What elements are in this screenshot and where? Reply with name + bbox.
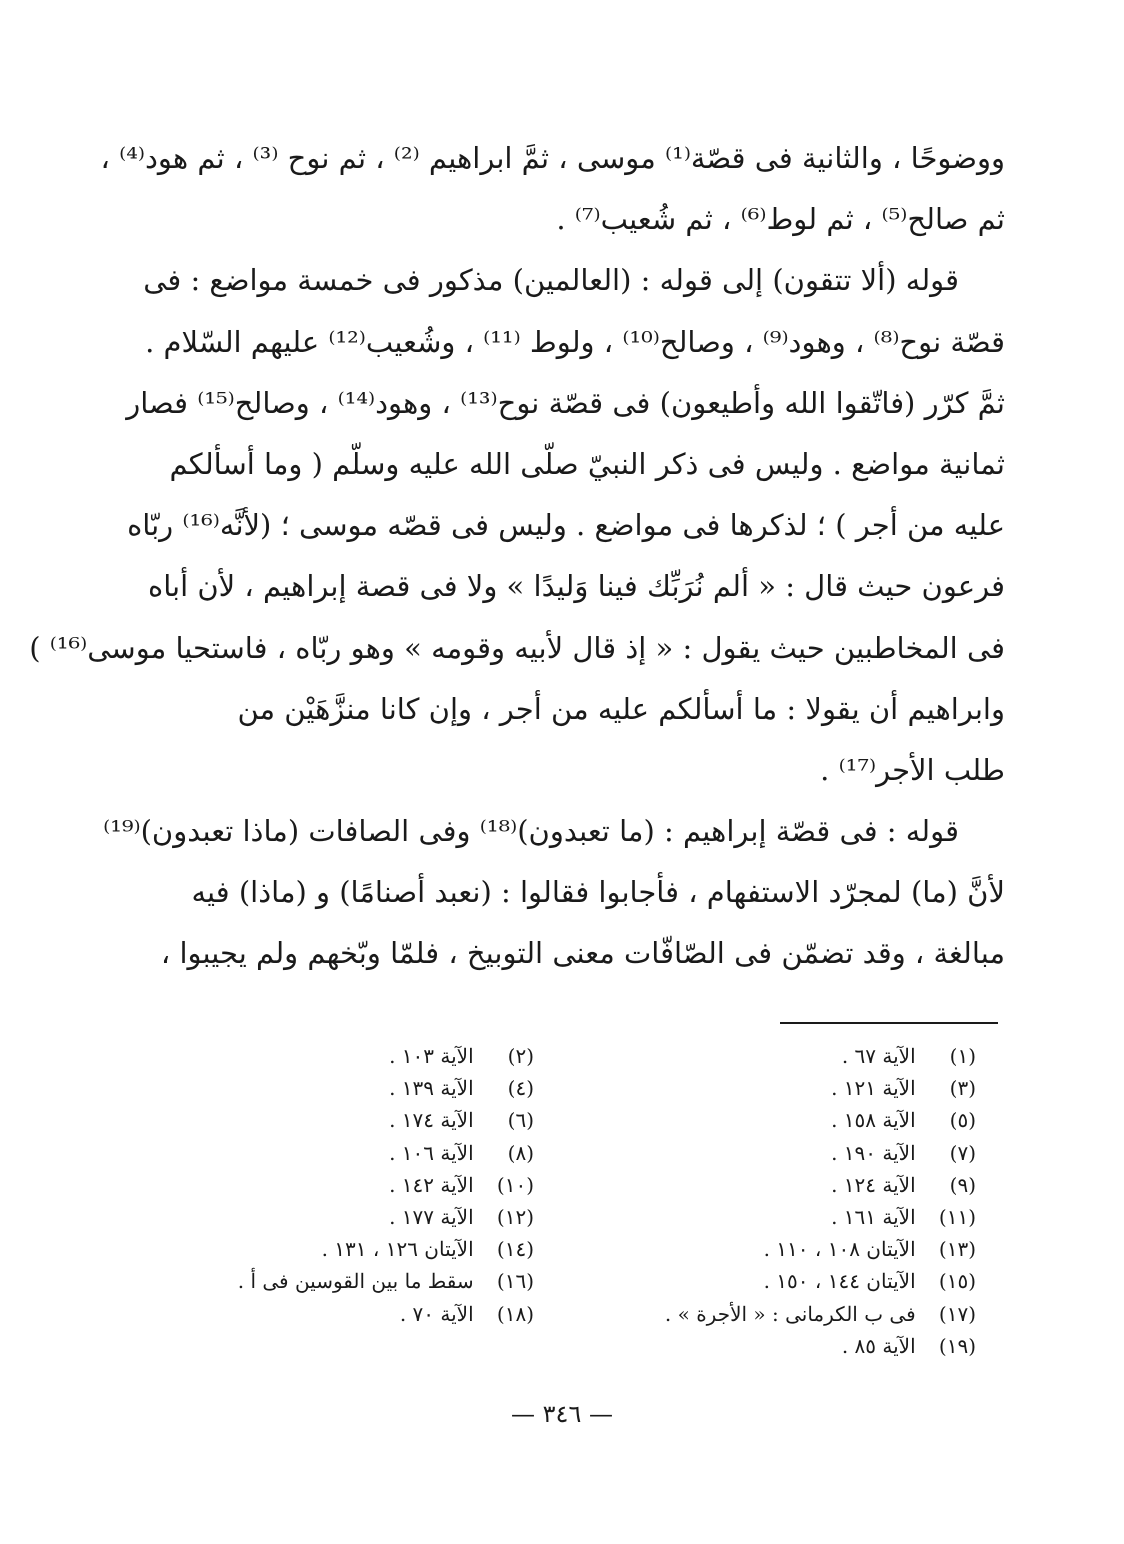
footnote-number: (٧): [949, 1140, 976, 1165]
footnote-number: (١٢): [496, 1204, 534, 1229]
footnote-item: [234, 1233, 534, 1265]
text-line: قصّة نوح⁽⁸⁾ ، وهود⁽⁹⁾ ، وصالح⁽¹⁰⁾ ، ولوط ⁽¹¹⁾ ، وشُعيب⁽¹²⁾ عليهم السّلام .: [145, 324, 1005, 359]
footnote-text: الآية ١٩٠ .: [831, 1140, 916, 1165]
footnote-text: الآيتان ١٢٦ ، ١٣١ .: [321, 1237, 474, 1262]
footnote-item: [234, 1137, 534, 1169]
footnote-separator: [780, 1022, 998, 1024]
text-line: مبالغة ، وقد تضمّن فى الصّافّات معنى التوبيخ ، فلمّا وبّخهم ولم يجيبوا ،: [160, 936, 1005, 971]
footnote-text: الآية ١٥٨ .: [831, 1108, 916, 1133]
footnote-item: [686, 1265, 976, 1297]
text-line: لأنَّ (ما) لمجرّد الاستفهام ، فأجابوا فقالوا : (نعبد أصنامًا) و (ماذا) فيه: [191, 875, 1005, 910]
footnotes-left-column: [234, 1040, 534, 1330]
text-line: قوله : فى قصّة إبراهيم : (ما تعبدون)⁽¹⁸⁾ وفى الصافات (ماذا تعبدون)⁽¹⁹⁾: [103, 814, 959, 849]
footnote-number: (٤): [507, 1076, 534, 1101]
footnote-text: فى ب الكرمانى : « الأجرة » .: [664, 1301, 916, 1326]
text-line: فرعون حيث قال : « ألم نُرَبِّك فينا وَليدًا » ولا فى قصة إبراهيم ، لأن أباه: [148, 569, 1005, 604]
footnote-item: [686, 1104, 976, 1136]
footnote-item: [234, 1040, 534, 1072]
footnote-item: [686, 1201, 976, 1233]
footnote-number: (١٨): [496, 1301, 534, 1326]
text-line: فى المخاطبين حيث يقول : « إذ قال لأبيه وقومه » وهو ربّاه ، فاستحيا موسى⁽¹⁶⁾ ): [29, 630, 1005, 665]
footnote-number: (١٩): [938, 1333, 976, 1358]
footnote-item: [234, 1104, 534, 1136]
text-line: طلب الأجر⁽¹⁷⁾ .: [820, 752, 1005, 787]
footnote-text: الآية ١٦١ .: [831, 1204, 916, 1229]
footnote-item: [686, 1330, 976, 1362]
footnote-text: الآيتان ١٠٨ ، ١١٠ .: [763, 1237, 916, 1262]
text-line: ووضوحًا ، والثانية فى قصّة⁽¹⁾ موسى ، ثمَّ ابراهيم ⁽²⁾ ، ثم نوح ⁽³⁾ ، ثم هود⁽⁴⁾ ،: [100, 141, 1005, 175]
footnote-number: (١٥): [938, 1269, 976, 1294]
footnote-number: (٩): [949, 1172, 976, 1197]
footnotes-right-column: [664, 1040, 976, 1362]
footnote-item: [686, 1072, 976, 1104]
footnote-item: [234, 1298, 534, 1330]
text-line: ثمانية مواضع . وليس فى ذكر النبيّ صلّى الله عليه وسلّم ( وما أسألكم: [169, 446, 1005, 481]
page-number: — ٣٤٦ —: [511, 1400, 613, 1428]
footnote-text: الآية ١٠٣ .: [389, 1044, 474, 1068]
footnote-text: الآية ١٢٤ .: [831, 1172, 916, 1197]
footnote-number: (١٤): [496, 1237, 534, 1262]
footnote-text: الآيتان ١٤٤ ، ١٥٠ .: [763, 1269, 916, 1294]
footnote-number: (١٦): [496, 1269, 534, 1294]
footnote-number: (٢): [507, 1044, 534, 1068]
footnote-text: الآية ١٠٦ .: [389, 1140, 474, 1165]
footnote-item: [234, 1072, 534, 1104]
main-text-block: [29, 128, 1005, 985]
footnote-item: [686, 1169, 976, 1201]
text-line: ثم صالح⁽⁵⁾ ، ثم لوط⁽⁶⁾ ، ثم شُعيب⁽⁷⁾ .: [556, 202, 1005, 237]
footnote-item: [234, 1201, 534, 1233]
text-line: عليه من أجر ) ؛ لذكرها فى مواضع . وليس فى قصّه موسى ؛ (لأنَّه⁽¹⁶⁾ ربّاه: [127, 508, 1005, 543]
footnote-item: [234, 1265, 534, 1297]
footnote-text: الآية ٨٥ .: [841, 1333, 916, 1358]
footnote-item: [234, 1169, 534, 1201]
footnote-text: الآية ٧٠ .: [399, 1301, 474, 1326]
footnote-text: الآية ٦٧ .: [841, 1044, 916, 1068]
footnote-number: (٦): [507, 1108, 534, 1133]
footnote-text: الآية ١٤٢ .: [389, 1172, 474, 1197]
footnote-text: الآية ١٧٤ .: [389, 1108, 474, 1133]
footnote-number: (٥): [949, 1108, 976, 1133]
footnote-item: [686, 1233, 976, 1265]
footnote-text: سقط ما بين القوسين فى أ .: [237, 1269, 474, 1294]
footnote-number: (١): [949, 1044, 976, 1068]
text-line: ثمَّ كرّر (فاتّقوا الله وأطيعون) فى قصّة نوح⁽¹³⁾ ، وهود⁽¹⁴⁾ ، وصالح⁽¹⁵⁾ فصار: [126, 385, 1005, 420]
footnote-number: (١٧): [938, 1301, 976, 1326]
footnote-number: (٨): [507, 1140, 534, 1165]
text-line: وابراهيم أن يقولا : ما أسألكم عليه من أجر ، وإن كانا منزَّهَيْن من: [237, 691, 1005, 726]
footnote-item: [686, 1040, 976, 1072]
footnote-item: [686, 1137, 976, 1169]
footnote-number: (١٣): [938, 1237, 976, 1262]
footnote-text: الآية ١٧٧ .: [389, 1204, 474, 1229]
footnote-number: (١٠): [496, 1172, 534, 1197]
footnote-text: الآية ١٣٩ .: [389, 1076, 474, 1101]
footnote-item: [664, 1298, 976, 1330]
footnote-number: (١١): [938, 1204, 976, 1229]
text-line: قوله (ألا تتقون) إلى قوله : (العالمين) مذكور فى خمسة مواضع : فى: [143, 263, 959, 298]
footnote-number: (٣): [949, 1076, 976, 1101]
footnote-text: الآية ١٢١ .: [831, 1076, 916, 1101]
